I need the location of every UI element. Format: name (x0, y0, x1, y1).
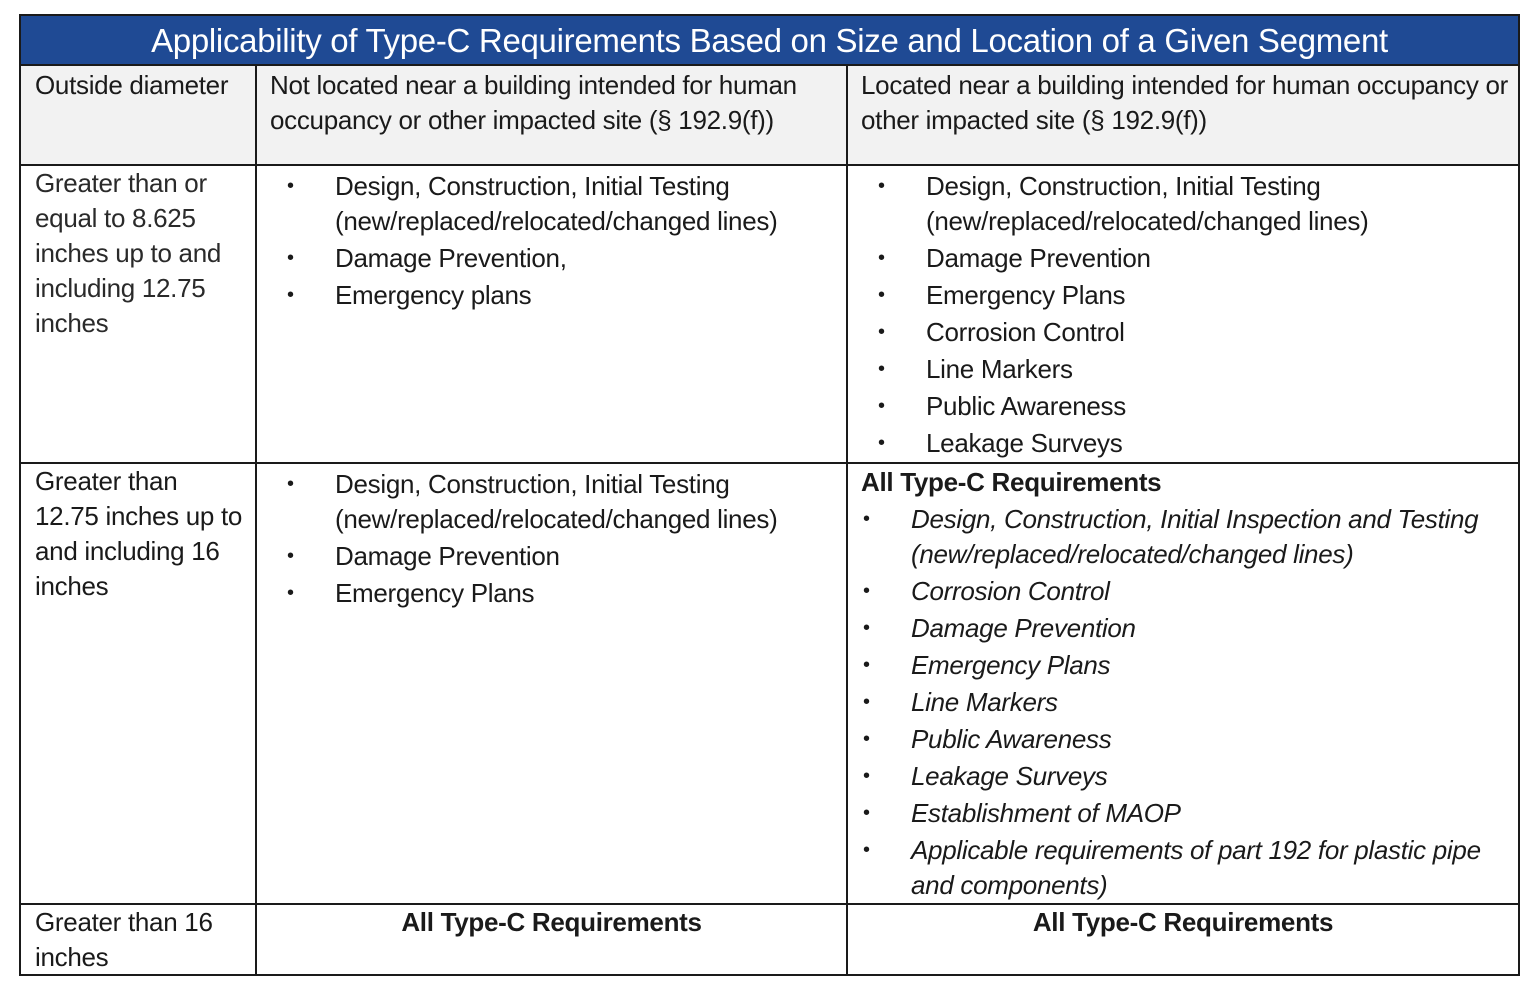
bullet-icon: • (863, 765, 870, 787)
row1-near-list (867, 169, 1512, 463)
bullet-icon: • (863, 728, 870, 750)
list-item: • Line Markers (867, 352, 1512, 387)
bullet-icon: • (287, 473, 294, 495)
header-not-located-near: Not located near a building intended for human occupancy or other impacted site (§ 192.9(f)) (270, 70, 797, 135)
bullet-icon: • (287, 545, 294, 567)
bullet-icon: • (863, 839, 870, 861)
list-item: • Emergency plans (276, 278, 836, 313)
list-item: • Damage Prevention (276, 539, 836, 574)
list-item: • Applicable requirements of part 192 for plastic pipe and components) (863, 835, 1481, 900)
row3-diameter: Greater than 16 inches (35, 907, 213, 972)
row3-near: All Type-C Requirements (1032, 907, 1334, 937)
list-item: • Damage Prevention, (276, 241, 836, 276)
list-item: • Damage Prevention (861, 611, 1511, 646)
row2-diameter: Greater than 12.75 inches up to and including 16 inches (35, 466, 243, 601)
list-item: • Design, Construction, Initial Testing (new/replaced/relocated/changed lines) (287, 469, 778, 534)
bullet-icon: • (863, 691, 870, 713)
row2-near-cell (861, 465, 1511, 905)
column-divider (846, 66, 848, 974)
bullet-icon: • (878, 321, 885, 343)
list-item: • Corrosion Control (867, 315, 1512, 350)
list-item: • Emergency Plans (867, 278, 1512, 313)
bullet-icon: • (287, 582, 294, 604)
header-outside-diameter: Outside diameter (35, 70, 229, 100)
header-located-near: Located near a building intended for human occupancy or other impacted site (§ 192.9(f)) (861, 70, 1508, 135)
bullet-icon: • (878, 395, 885, 417)
list-item: • Emergency Plans (276, 576, 836, 611)
table-title: Applicability of Type-C Requirements Based on Size and Location of a Given Segment (21, 16, 1518, 66)
list-item: • Leakage Surveys (867, 426, 1512, 461)
bullet-icon: • (878, 432, 885, 454)
list-item: • Design, Construction, Initial Inspection and Testing (new/replaced/relocated/changed lines) (863, 504, 1479, 569)
list-item: • Line Markers (861, 685, 1511, 720)
bullet-icon: • (878, 247, 885, 269)
list-item: • Design, Construction, Initial Testing (new/replaced/relocated/changed lines) (287, 171, 778, 236)
row-divider (21, 164, 1518, 166)
list-item: • Public Awareness (861, 722, 1511, 757)
bullet-icon: • (863, 617, 870, 639)
bullet-icon: • (878, 284, 885, 306)
row3-not-near: All Type-C Requirements (401, 907, 702, 937)
bullet-icon: • (878, 358, 885, 380)
bullet-icon: • (863, 802, 870, 824)
list-item: • Emergency Plans (861, 648, 1511, 683)
bullet-icon: • (863, 654, 870, 676)
bullet-icon: • (287, 247, 294, 269)
bullet-icon: • (287, 284, 294, 306)
list-item: • Damage Prevention (867, 241, 1512, 276)
row1-not-near-list (276, 169, 836, 315)
bullet-icon: • (863, 580, 870, 602)
bullet-icon: • (863, 508, 870, 530)
list-item: • Leakage Surveys (861, 759, 1511, 794)
requirements-table (19, 14, 1520, 976)
column-divider (255, 66, 257, 974)
list-item: • Corrosion Control (861, 574, 1511, 609)
bullet-icon: • (878, 175, 885, 197)
bullet-icon: • (287, 175, 294, 197)
row2-near-heading: All Type-C Requirements (861, 467, 1162, 497)
list-item: • Design, Construction, Initial Testing (new/replaced/relocated/changed lines) (878, 171, 1369, 236)
list-item: • Public Awareness (867, 389, 1512, 424)
row1-diameter: Greater than or equal to 8.625 inches up to and including 12.75 inches (35, 168, 222, 338)
row2-not-near-list (276, 467, 836, 613)
list-item: • Establishment of MAOP (861, 796, 1511, 831)
